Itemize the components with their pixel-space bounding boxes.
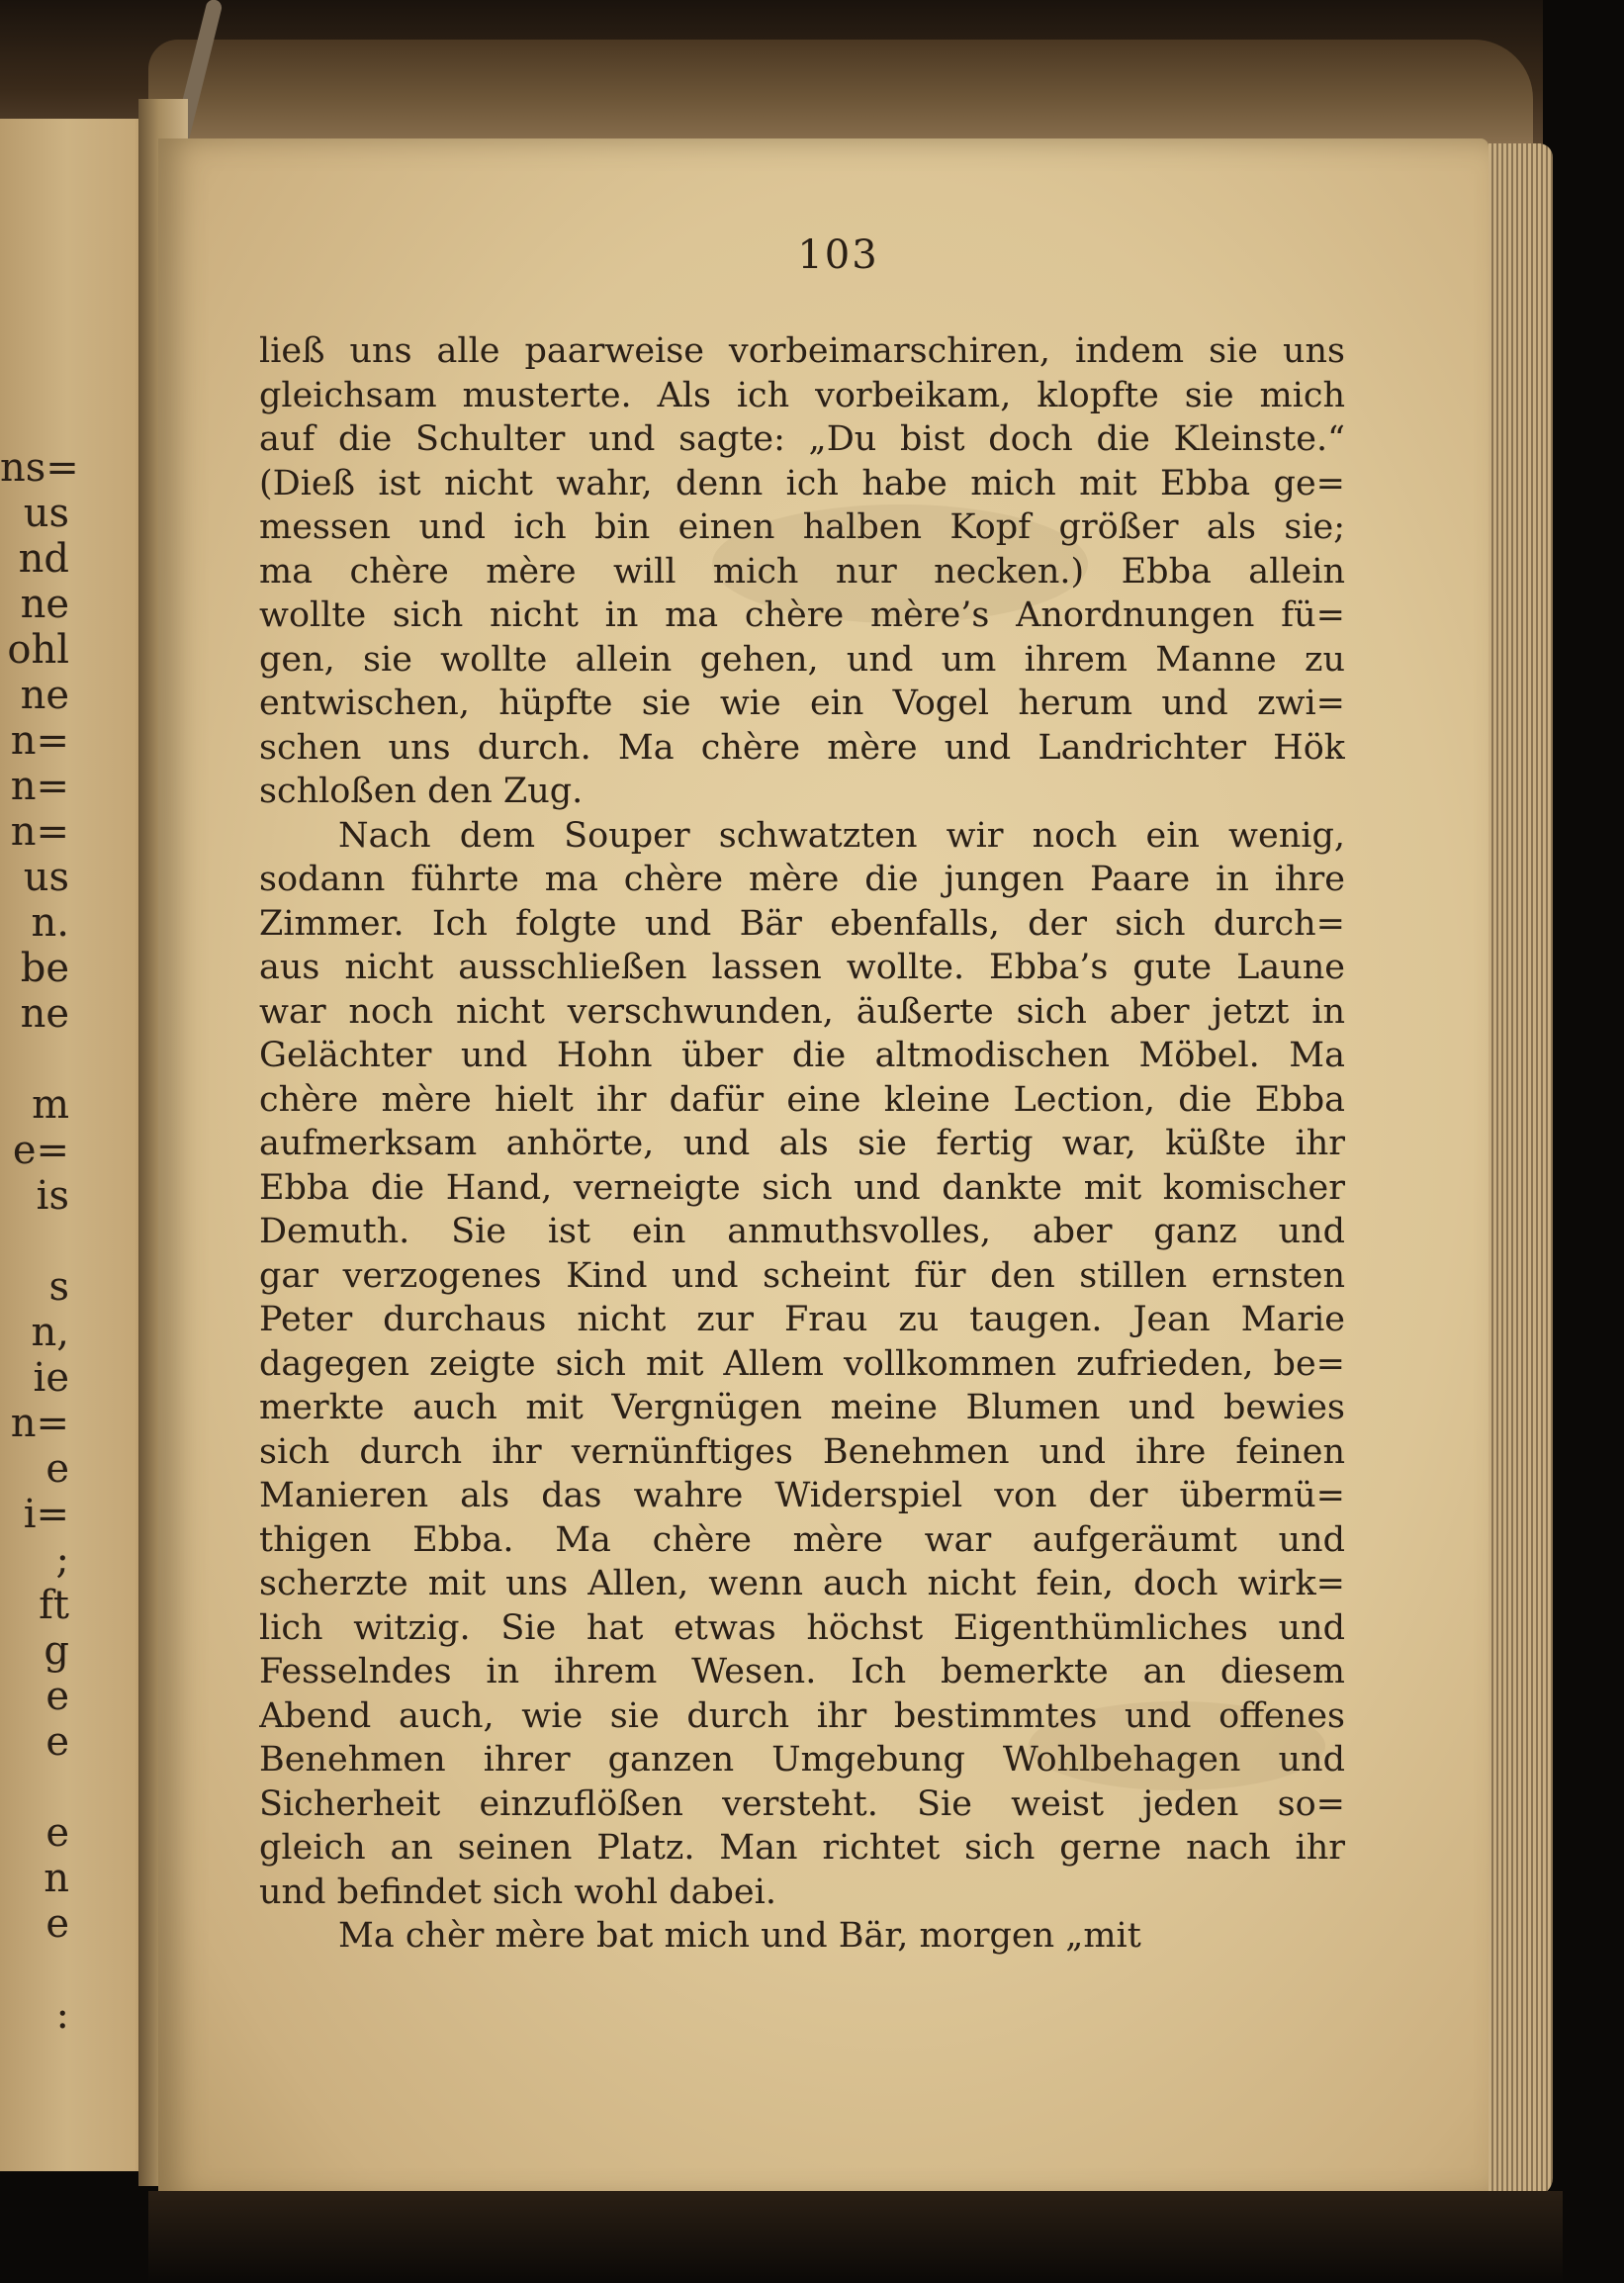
left-page-fragment: ne bbox=[20, 673, 69, 718]
left-page-fragment: n bbox=[44, 1856, 69, 1901]
page-number: 103 bbox=[797, 232, 879, 278]
left-page-fragment: be bbox=[20, 946, 69, 991]
text-line: Benehmen ihrer ganzen Umgebung Wohlbehagen und bbox=[259, 1740, 1345, 1780]
left-page-fragment bbox=[0, 1765, 69, 1810]
left-page-fragment: ns= bbox=[0, 445, 79, 491]
text-line: messen und ich bin einen halben Kopf größer als sie; bbox=[259, 507, 1345, 547]
text-line: scherzte mit uns Allen, wenn auch nicht fein, doch wirk= bbox=[259, 1564, 1345, 1603]
text-line: war noch nicht verschwunden, äußerte sich aber jetzt in bbox=[259, 991, 1345, 1032]
left-page-fragment: n. bbox=[31, 900, 69, 946]
text-line: ma chère mère will mich nur necken.) Ebba allein bbox=[259, 551, 1345, 592]
text-line: ließ uns alle paarweise vorbeimarschiren, indem sie uns bbox=[259, 331, 1345, 371]
left-page-fragment: n= bbox=[10, 718, 69, 764]
left-page-fragment: : bbox=[55, 1992, 69, 2038]
text-line: Ma chèr mère bat mich und Bär, morgen „mit bbox=[338, 1916, 1141, 1956]
text-line: gar verzogenes Kind und scheint für den stillen ernsten bbox=[259, 1255, 1345, 1296]
left-page-fragment: e bbox=[45, 1901, 69, 1947]
text-line: auf die Schulter und sagte: „Du bist doch die Kleinste.“ bbox=[259, 419, 1345, 459]
left-page-fragment: us bbox=[23, 491, 69, 536]
page-stack-edges bbox=[1479, 143, 1553, 2196]
left-page-fragment: ft bbox=[39, 1583, 69, 1628]
text-line: Sicherheit einzuflößen versteht. Sie weist jeden so= bbox=[259, 1783, 1345, 1824]
text-line: Demuth. Sie ist ein anmuthsvolles, aber ganz und bbox=[259, 1212, 1345, 1251]
left-page-fragment: ; bbox=[55, 1537, 69, 1583]
text-line: Abend auch, wie sie durch ihr bestimmtes und offenes bbox=[259, 1695, 1345, 1736]
left-page-fragment bbox=[0, 1219, 69, 1264]
left-page-fragment: e bbox=[45, 1674, 69, 1719]
text-line: schen uns durch. Ma chère mère und Landrichter Hök bbox=[259, 727, 1345, 768]
left-page-fragment: n= bbox=[10, 809, 69, 855]
bottom-shadow bbox=[148, 2191, 1563, 2283]
left-page-fragment: n= bbox=[10, 1401, 69, 1446]
text-line: aus nicht ausschließen lassen wollte. Ebba’s gute Laune bbox=[259, 948, 1345, 987]
left-page-fragment: i= bbox=[23, 1492, 69, 1537]
left-page-fragment: is bbox=[36, 1173, 69, 1219]
left-page-fragment: g bbox=[44, 1628, 69, 1674]
text-line: sich durch ihr vernünftiges Benehmen und ihre feinen bbox=[259, 1431, 1345, 1472]
text-line: merkte auch mit Vergnügen meine Blumen und bewies bbox=[259, 1388, 1345, 1427]
left-page-fragment: e= bbox=[12, 1128, 69, 1173]
left-page-fragment: ohl bbox=[7, 627, 69, 673]
text-line: thigen Ebba. Ma chère mère war aufgeräumt und bbox=[259, 1519, 1345, 1560]
text-line: aufmerksam anhörte, und als sie fertig war, küßte ihr bbox=[259, 1124, 1345, 1163]
text-line: wollte sich nicht in ma chère mère’s Anordnungen fü= bbox=[259, 595, 1345, 635]
left-page-fragment: ie bbox=[33, 1355, 69, 1401]
text-line: dagegen zeigte sich mit Allem vollkommen zufrieden, be= bbox=[259, 1343, 1345, 1384]
left-page-fragment: e bbox=[45, 1446, 69, 1492]
text-line: sodann führte ma chère mère die jungen Paare in ihre bbox=[259, 860, 1345, 899]
text-line: (Dieß ist nicht wahr, denn ich habe mich mit Ebba ge= bbox=[259, 463, 1345, 503]
left-page-text-fragments bbox=[0, 445, 79, 2038]
left-page-fragment: n= bbox=[10, 764, 69, 809]
text-line: Manieren als das wahre Widerspiel von der übermü= bbox=[259, 1476, 1345, 1515]
left-page-fragment: m bbox=[32, 1082, 69, 1128]
left-page-fragment: ne bbox=[20, 991, 69, 1037]
left-page-fragment bbox=[0, 1037, 69, 1082]
text-line: chère mère hielt ihr dafür eine kleine Lection, die Ebba bbox=[259, 1079, 1345, 1120]
left-page-fragment: e bbox=[45, 1719, 69, 1765]
right-page bbox=[158, 138, 1489, 2201]
left-page-fragment: e bbox=[45, 1810, 69, 1856]
text-line: Nach dem Souper schwatzten wir noch ein wenig, bbox=[338, 815, 1345, 856]
text-line: und befindet sich wohl dabei. bbox=[259, 1872, 776, 1912]
left-page-fragment bbox=[0, 1947, 69, 1992]
left-page-fragment: n, bbox=[31, 1310, 69, 1355]
text-line: Peter durchaus nicht zur Frau zu taugen. Jean Marie bbox=[259, 1300, 1345, 1339]
text-line: Fesselndes in ihrem Wesen. Ich bemerkte an diesem bbox=[259, 1652, 1345, 1691]
text-line: gen, sie wollte allein gehen, und um ihrem Manne zu bbox=[259, 639, 1345, 680]
text-line: Zimmer. Ich folgte und Bär ebenfalls, der sich durch= bbox=[259, 903, 1345, 944]
left-page-fragment: ne bbox=[20, 582, 69, 627]
book-spine-band bbox=[148, 40, 1533, 148]
page-body-text bbox=[259, 329, 1345, 1959]
text-line: gleich an seinen Platz. Man richtet sich gerne nach ihr bbox=[259, 1828, 1345, 1868]
text-line: entwischen, hüpfte sie wie ein Vogel herum und zwi= bbox=[259, 684, 1345, 723]
left-page-fragment: s bbox=[48, 1264, 69, 1310]
text-line: schloßen den Zug. bbox=[259, 772, 584, 811]
left-page-fragment: us bbox=[23, 855, 69, 900]
text-line: gleichsam musterte. Als ich vorbeikam, klopfte sie mich bbox=[259, 375, 1345, 415]
text-line: Ebba die Hand, verneigte sich und dankte mit komischer bbox=[259, 1167, 1345, 1208]
left-page-fragment: nd bbox=[18, 536, 69, 582]
text-line: Gelächter und Hohn über die altmodischen Möbel. Ma bbox=[259, 1036, 1345, 1075]
text-line: lich witzig. Sie hat etwas höchst Eigenthümliches und bbox=[259, 1607, 1345, 1648]
